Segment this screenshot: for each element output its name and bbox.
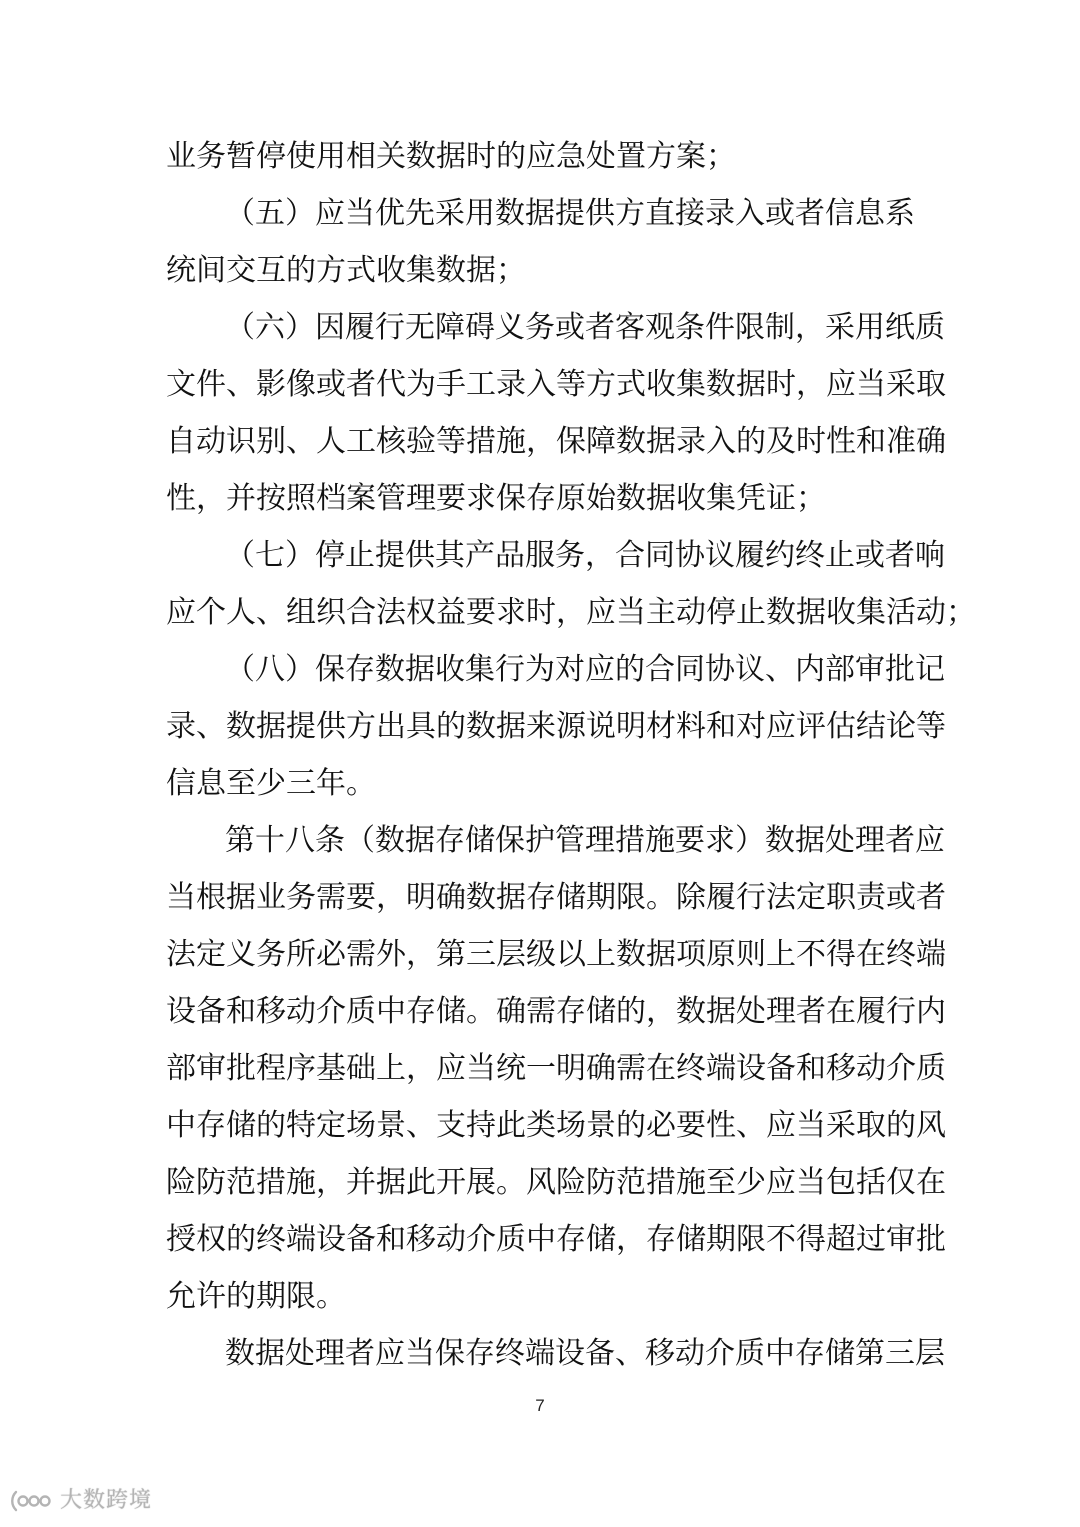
dashuju-logo-icon (10, 1488, 54, 1514)
text-line-content: 设备和移动介质中存储。确需存储的，数据处理者在履行内 (166, 994, 946, 1029)
text-line-content: 录、数据提供方出具的数据来源说明材料和对应评估结论等 (166, 709, 946, 744)
text-line (0, 422, 1080, 462)
text-line-content: 第十八条（数据存储保护管理措施要求）数据处理者应 (225, 823, 945, 858)
text-line-content: 自动识别、人工核验等措施，保障数据录入的及时性和准确 (166, 424, 946, 459)
text-line-content: 部审批程序基础上，应当统一明确需在终端设备和移动介质 (166, 1051, 946, 1086)
text-line (0, 1106, 1080, 1146)
text-line (0, 1049, 1080, 1089)
text-line (0, 935, 1080, 975)
page-number: 7 (535, 1396, 545, 1415)
text-line (0, 536, 1080, 576)
text-line (0, 764, 1080, 804)
text-line-content: 文件、影像或者代为手工录入等方式收集数据时，应当采取 (166, 367, 946, 402)
text-line (0, 1163, 1080, 1203)
text-line-content: （七）停止提供其产品服务，合同协议履约终止或者响 (225, 538, 945, 573)
text-line (0, 1334, 1080, 1374)
text-line (0, 707, 1080, 747)
text-line (0, 137, 1080, 177)
text-line-content: （五）应当优先采用数据提供方直接录入或者信息系 (225, 196, 915, 231)
text-line-content: （八）保存数据收集行为对应的合同协议、内部审批记 (225, 652, 945, 687)
text-line-content: 业务暂停使用相关数据时的应急处置方案； (166, 139, 736, 174)
text-line (0, 1220, 1080, 1260)
text-line (0, 878, 1080, 918)
text-line-content: 允许的期限。 (166, 1279, 346, 1314)
text-line-content: 数据处理者应当保存终端设备、移动介质中存储第三层 (225, 1336, 945, 1371)
text-line-content: 应个人、组织合法权益要求时，应当主动停止数据收集活动； (166, 595, 976, 630)
text-line-content: 信息至少三年。 (166, 766, 376, 801)
text-line (0, 365, 1080, 405)
text-line-content: 统间交互的方式收集数据； (166, 253, 526, 288)
text-line (0, 821, 1080, 861)
text-line (0, 194, 1080, 234)
text-line (0, 992, 1080, 1032)
text-line (0, 593, 1080, 633)
watermark-text: 大数跨境 (60, 1488, 153, 1513)
text-line-content: 授权的终端设备和移动介质中存储，存储期限不得超过审批 (166, 1222, 946, 1257)
text-line (0, 308, 1080, 348)
text-line-content: 当根据业务需要，明确数据存储期限。除履行法定职责或者 (166, 880, 946, 915)
text-line-content: 性，并按照档案管理要求保存原始数据收集凭证； (166, 481, 826, 516)
watermark (10, 1486, 152, 1516)
text-line (0, 1277, 1080, 1317)
text-line-content: 中存储的特定场景、支持此类场景的必要性、应当采取的风 (166, 1108, 946, 1143)
text-line (0, 650, 1080, 690)
text-line (0, 479, 1080, 519)
text-line (0, 251, 1080, 291)
text-line-content: 险防范措施，并据此开展。风险防范措施至少应当包括仅在 (166, 1165, 946, 1200)
text-line-content: （六）因履行无障碍义务或者客观条件限制，采用纸质 (225, 310, 945, 345)
text-line-content: 法定义务所必需外，第三层级以上数据项原则上不得在终端 (166, 937, 946, 972)
